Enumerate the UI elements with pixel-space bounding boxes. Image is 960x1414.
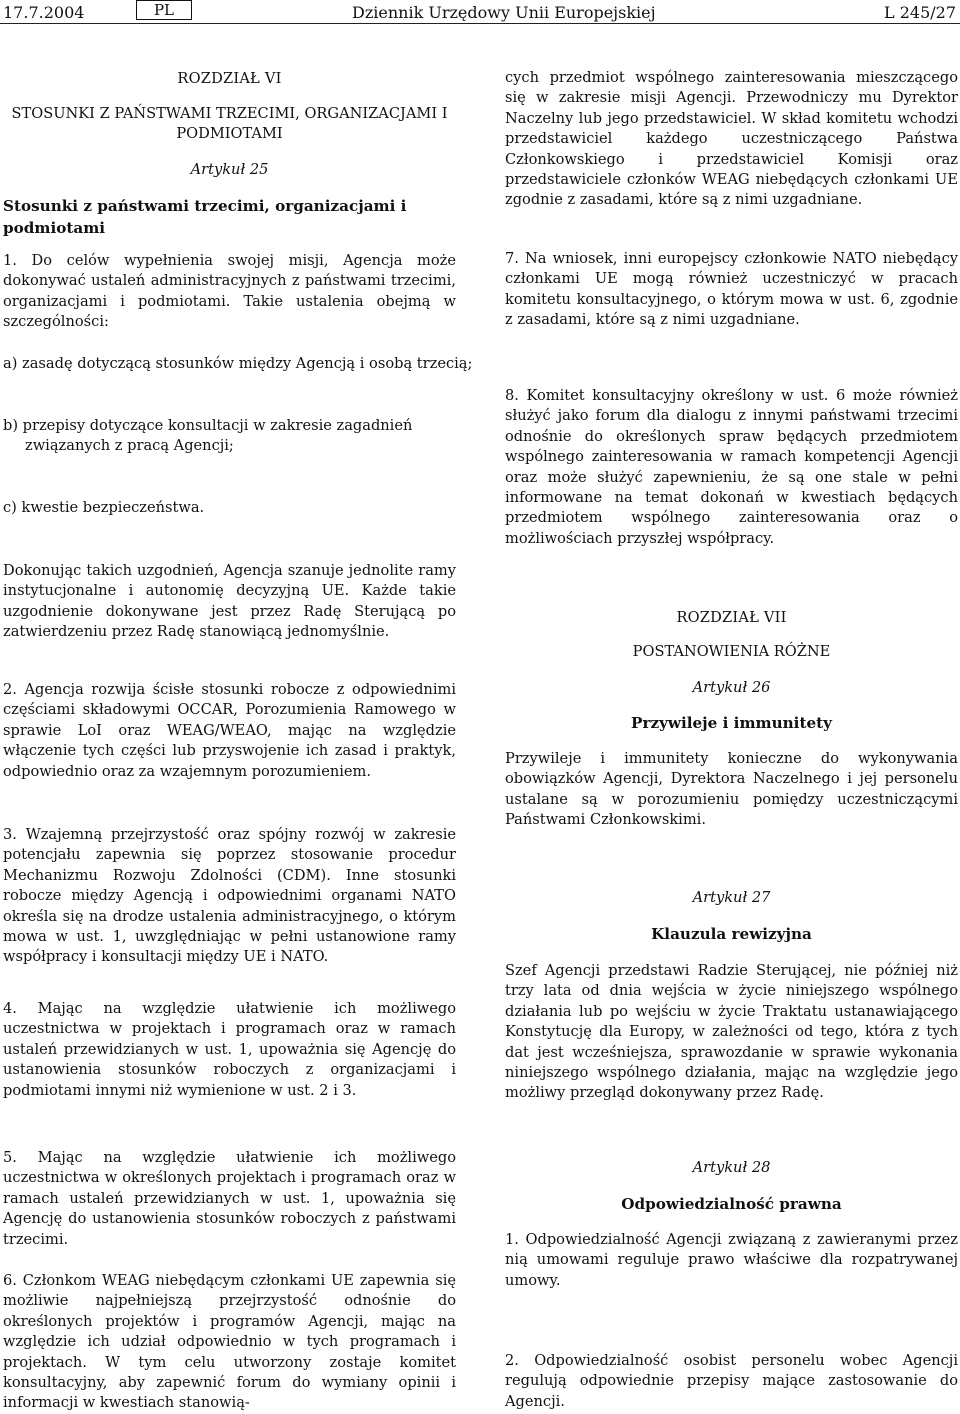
- page-number: L 245/27: [884, 3, 956, 22]
- chapter-heading-7: ROZDZIAŁ VII: [676, 609, 787, 626]
- article-27-title: Klauzula rewizyjna: [651, 925, 812, 943]
- list-item-c: c) kwestie bezpieczeństwa.: [3, 499, 205, 516]
- paragraph-6: 6. Członkom WEAG niebędącym członkami UE zapewnia się możliwie najpełniejszą przejrzystość odnośnie do określonych projektów i programów Agencji, mając na względzie ich udział odpowiednio w tych programach i projektach. W tym celu utworzony zostaje komitet konsultacyjny, aby zapewnić forum do wymiany opinii i informacji w kwestiach stanowią-: [3, 1272, 456, 1412]
- article-28-paragraph-1: 1. Odpowiedzialność Agencji związaną z zawieranymi przez nią umowami reguluje prawo właściwe dla rozpatrywanej umowy.: [505, 1231, 958, 1289]
- article-27-text: Szef Agencji przedstawi Radzie Sterującej, nie później niż trzy lata od dnia wejścia w życie niniejszego wspólnego działania lub po wejściu w życie Traktatu ustanawiającego Konstytucję dla Europy, w zależności od tego, która z tych dat jest wcześniejsza, sprawozdanie w sprawie wykonania niniejszego wspólnego działania, mając na względzie jego możliwy przegląd dokonywany przez Radę.: [505, 962, 958, 1102]
- paragraph-7: 7. Na wniosek, inni europejscy członkowie NATO niebędący członkami UE mogą również uczestniczyć w pracach komitetu konsultacyjnego, o którym mowa w ust. 6, zgodnie z zasadami, które są z nimi uzgadniane.: [505, 250, 958, 329]
- article-26-text: Przywileje i immunitety konieczne do wykonywania obowiązków Agencji, Dyrektora Naczelnego i jej personelu ustalane są w porozumieniu pomiędzy uczestniczącymi Państwami Członkowskimi.: [505, 750, 958, 829]
- paragraph-3: 3. Wzajemną przejrzystość oraz spójny rozwój w zakresie potencjału zapewnia się poprzez stosowanie procedur Mechanizmu Rozwoju Zdolności (CDM). Inne stosunki robocze między Agencją i odpowiednimi organami NATO określa się na drodze ustalenia administracyjnego, o którym mowa w ust. 1, uwzględniając w pełni ustanowione ramy współpracy i konsultacji między UE i NATO.: [3, 826, 456, 966]
- article-28-paragraph-2: 2. Odpowiedzialność osobist personelu wobec Agencji regulują odpowiednie przepisy mające zastosowanie do Agencji.: [505, 1352, 958, 1410]
- article-26-title: Przywileje i immunitety: [631, 714, 832, 732]
- article-title: Stosunki z państwami trzecimi, organizacjami i podmiotami: [3, 197, 407, 237]
- article-number: Artykuł 25: [190, 161, 269, 178]
- paragraph-8: 8. Komitet konsultacyjny określony w ust. 6 może również służyć jako forum dla dialogu z innymi państwami trzecimi odnośnie do określonych spraw będących przedmiotem wspólnego zainteresowania w ramach kompetencji Agencji oraz może służyć zapewnieniu, że są one stale w pełni informowane na temat dokonań w kwestiach będących przedmiotem wspólnego zainteresowania oraz o możliwościach przyszłej współpracy.: [505, 387, 958, 547]
- list-item-b: b) przepisy dotyczące konsultacji w zakresie zagadnień związanych z pracą Agencji;: [3, 417, 413, 455]
- paragraph-followup: Dokonując takich uzgodnień, Agencja szanuje jednolite ramy instytucjonalne i autonomię decyzyjną UE. Każde takie uzgodnienie dokonywane jest przez Radę Sterującą po zatwierdzeniu przez Radę stanowiącą jednomyślnie.: [3, 562, 456, 641]
- publication-date: 17.7.2004: [3, 3, 85, 22]
- language-badge: PL: [136, 0, 192, 20]
- article-28-number: Artykuł 28: [692, 1159, 771, 1176]
- list-item-a: a) zasadę dotyczącą stosunków między Agencją i osobą trzecią;: [3, 355, 473, 372]
- chapter-heading: ROZDZIAŁ VI: [177, 70, 282, 87]
- article-26-number: Artykuł 26: [692, 679, 771, 696]
- page-header: [0, 0, 960, 26]
- chapter-title-7: POSTANOWIENIA RÓŻNE: [632, 643, 831, 660]
- chapter-title: STOSUNKI Z PAŃSTWAMI TRZECIMI, ORGANIZACJAMI I PODMIOTAMI: [11, 105, 448, 142]
- paragraph-1: 1. Do celów wypełnienia swojej misji, Agencja może dokonywać ustaleń administracyjnych z państwami trzecimi, organizacjami i podmiotami. Takie ustalenia obejmą w szczególności:: [3, 252, 456, 331]
- paragraph-2: 2. Agencja rozwija ścisłe stosunki robocze z odpowiednimi częściami składowymi OCCAR, Porozumienia Ramowego w sprawie LoI oraz WEAG/WEAO, mając na względzie włączenie tych części lub przyswojenie ich zasad i praktyk, odpowiednio oraz za wzajemnym porozumieniem.: [3, 681, 456, 780]
- article-27-number: Artykuł 27: [692, 889, 771, 906]
- paragraph-4: 4. Mając na względzie ułatwienie ich możliwego uczestnictwa w projektach i programach oraz w ramach ustaleń przewidzianych w ust. 1, upoważnia się Agencję do ustanowienia stosunków roboczych z organizacjami i podmiotami innymi niż wymienione w ust. 2 i 3.: [3, 1000, 456, 1099]
- header-rule: [0, 23, 960, 24]
- article-28-title: Odpowiedzialność prawna: [621, 1195, 842, 1213]
- paragraph-6-continued: cych przedmiot wspólnego zainteresowania mieszczącego się w zakresie misji Agencji. Przewodniczy mu Dyrektor Naczelny lub jego przedstawiciel. W skład komitetu wchodzi przedstawiciel każdego uczestniczącego Państwa Członkowskiego i przedstawiciel Komisji oraz przedstawiciele członków WEAG niebędących członkami UE zgodnie z zasadami, które są z nimi uzgadniane.: [505, 69, 958, 209]
- paragraph-5: 5. Mając na względzie ułatwienie ich możliwego uczestnictwa w określonych projektach i programach oraz w ramach ustaleń przewidzianych w ust. 1, upoważnia się Agencję do ustanowienia stosunków roboczych z państwami trzecimi.: [3, 1149, 456, 1248]
- journal-title: Dziennik Urzędowy Unii Europejskiej: [352, 3, 656, 22]
